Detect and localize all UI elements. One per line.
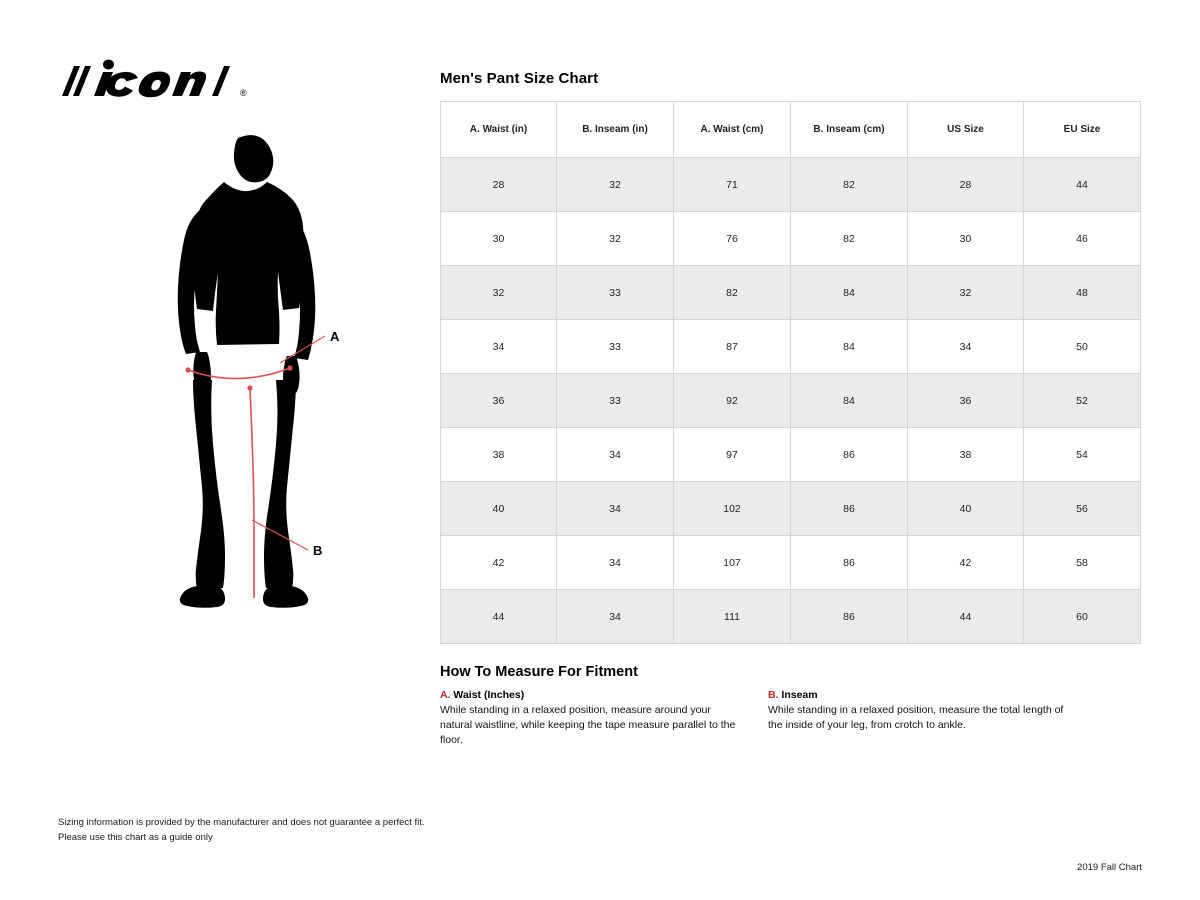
cell-eu-size: 60 <box>1024 590 1141 644</box>
cell-eu-size: 44 <box>1024 158 1141 212</box>
cell-eu-size: 46 <box>1024 212 1141 266</box>
body-figure <box>120 130 420 675</box>
howto-letter-b: B. <box>768 689 779 701</box>
cell-waist-cm: 107 <box>674 536 791 590</box>
cell-us-size: 28 <box>908 158 1024 212</box>
cell-waist-cm: 111 <box>674 590 791 644</box>
cell-waist-in: 38 <box>441 428 557 482</box>
cell-eu-size: 48 <box>1024 266 1141 320</box>
cell-waist-cm: 92 <box>674 374 791 428</box>
cell-inseam-in: 33 <box>557 374 674 428</box>
cell-waist-in: 28 <box>441 158 557 212</box>
cell-waist-in: 34 <box>441 320 557 374</box>
cell-waist-cm: 87 <box>674 320 791 374</box>
disclaimer-line-1: Sizing information is provided by the manufacturer and does not guarantee a perfect fit. <box>58 817 425 828</box>
table-row <box>441 320 1141 374</box>
cell-eu-size: 54 <box>1024 428 1141 482</box>
cell-inseam-in: 34 <box>557 482 674 536</box>
cell-inseam-cm: 86 <box>791 590 908 644</box>
cell-us-size: 44 <box>908 590 1024 644</box>
cell-inseam-cm: 84 <box>791 374 908 428</box>
table-row <box>441 428 1141 482</box>
how-to-measure-section <box>440 664 1140 748</box>
cell-inseam-in: 34 <box>557 536 674 590</box>
cell-inseam-cm: 86 <box>791 536 908 590</box>
cell-eu-size: 52 <box>1024 374 1141 428</box>
male-body-silhouette-shape <box>178 135 316 608</box>
table-row <box>441 536 1141 590</box>
cell-us-size: 40 <box>908 482 1024 536</box>
size-chart-content <box>440 70 1140 748</box>
cell-us-size: 32 <box>908 266 1024 320</box>
cell-inseam-in: 32 <box>557 158 674 212</box>
cell-eu-size: 56 <box>1024 482 1141 536</box>
callout-label-a: A <box>330 329 340 344</box>
table-row <box>441 590 1141 644</box>
page-title: Men's Pant Size Chart <box>440 70 599 87</box>
howto-name-waist: Waist (Inches) <box>453 689 525 701</box>
cell-inseam-cm: 86 <box>791 428 908 482</box>
howto-name-inseam: Inseam <box>781 689 818 701</box>
how-to-measure-title: How To Measure For Fitment <box>440 664 638 680</box>
cell-waist-cm: 97 <box>674 428 791 482</box>
cell-waist-cm: 71 <box>674 158 791 212</box>
cell-waist-in: 36 <box>441 374 557 428</box>
table-row <box>441 374 1141 428</box>
cell-waist-cm: 82 <box>674 266 791 320</box>
how-to-item-waist <box>440 689 740 748</box>
callout-label-b: B <box>313 543 323 558</box>
column-header-waist-cm: A. Waist (cm) <box>674 102 791 158</box>
cell-us-size: 36 <box>908 374 1024 428</box>
table-header-row <box>441 102 1141 158</box>
disclaimer-line-2: Please use this chart as a guide only <box>58 831 213 843</box>
table-row <box>441 158 1141 212</box>
cell-eu-size: 50 <box>1024 320 1141 374</box>
column-header-waist-in: A. Waist (in) <box>441 102 557 158</box>
cell-waist-in: 44 <box>441 590 557 644</box>
column-header-us-size: US Size <box>908 102 1024 158</box>
cell-waist-cm: 102 <box>674 482 791 536</box>
cell-inseam-in: 34 <box>557 590 674 644</box>
size-chart-table <box>440 101 1141 644</box>
cell-waist-cm: 76 <box>674 212 791 266</box>
brand-logo <box>60 52 260 112</box>
cell-inseam-in: 33 <box>557 266 674 320</box>
how-to-item-inseam <box>768 689 1068 748</box>
cell-eu-size: 58 <box>1024 536 1141 590</box>
cell-us-size: 38 <box>908 428 1024 482</box>
cell-waist-in: 30 <box>441 212 557 266</box>
chart-version: 2019 Fall Chart <box>1077 862 1142 873</box>
table-row <box>441 266 1141 320</box>
cell-us-size: 30 <box>908 212 1024 266</box>
cell-inseam-cm: 84 <box>791 320 908 374</box>
cell-inseam-cm: 84 <box>791 266 908 320</box>
table-row <box>441 482 1141 536</box>
column-header-eu-size: EU Size <box>1024 102 1141 158</box>
cell-inseam-cm: 82 <box>791 158 908 212</box>
cell-inseam-in: 34 <box>557 428 674 482</box>
howto-letter-a: A. <box>440 689 451 701</box>
cell-inseam-in: 33 <box>557 320 674 374</box>
cell-inseam-cm: 86 <box>791 482 908 536</box>
cell-waist-in: 42 <box>441 536 557 590</box>
table-row <box>441 212 1141 266</box>
cell-us-size: 42 <box>908 536 1024 590</box>
registered-mark: ® <box>240 88 247 98</box>
cell-inseam-in: 32 <box>557 212 674 266</box>
cell-waist-in: 32 <box>441 266 557 320</box>
disclaimer <box>58 816 478 845</box>
cell-waist-in: 40 <box>441 482 557 536</box>
cell-inseam-cm: 82 <box>791 212 908 266</box>
column-header-inseam-in: B. Inseam (in) <box>557 102 674 158</box>
howto-description-inseam: While standing in a relaxed position, measure the total length of the inside of your leg, from crotch to ankle. <box>768 704 1064 731</box>
cell-us-size: 34 <box>908 320 1024 374</box>
howto-description-waist: While standing in a relaxed position, measure around your natural waistline, while keeping the tape measure parallel to the floor. <box>440 704 736 746</box>
column-header-inseam-cm: B. Inseam (cm) <box>791 102 908 158</box>
